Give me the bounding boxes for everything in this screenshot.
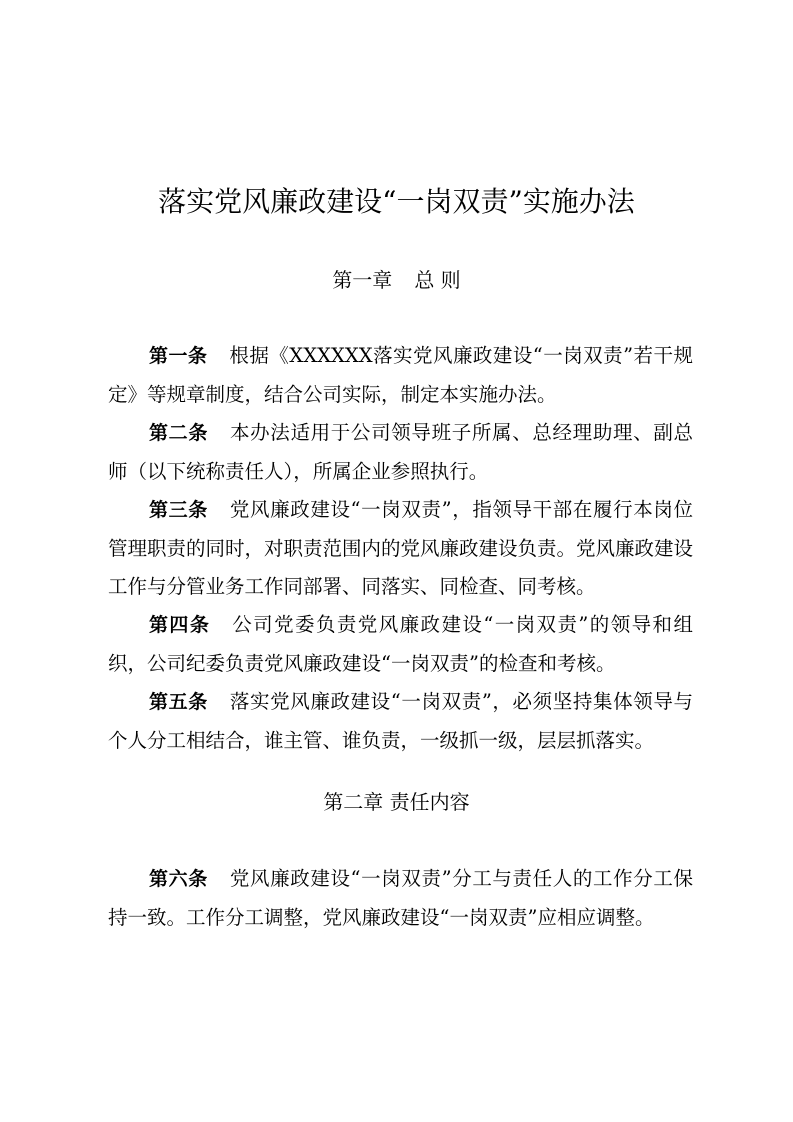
article-label: 第四条 [149, 614, 211, 636]
article-label: 第五条 [149, 691, 208, 713]
article-label: 第二条 [149, 422, 208, 444]
article-label: 第三条 [149, 499, 208, 521]
article-label: 第六条 [149, 868, 208, 890]
article-text: 党风廉政建设“一岗双责”分工与责任人的工作分工保持一致。工作分工调整，党风廉政建设“一岗双责”应相应调整。 [108, 867, 693, 929]
article-3 [108, 491, 693, 607]
article-text: 公司党委负责党风廉政建设“一岗双责”的领导和组织，公司纪委负责党风廉政建设“一岗双责”的检查和考核。 [108, 613, 693, 675]
article-text: 根据《XXXXXX落实党风廉政建设“一岗双责”若干规定》等规章制度，结合公司实际，制定本实施办法。 [108, 344, 693, 406]
article-2 [108, 414, 693, 491]
chapter-name: 总 则 [414, 268, 461, 292]
chapter-heading-1 [0, 265, 793, 295]
article-label: 第一条 [149, 345, 208, 367]
article-5 [108, 683, 693, 760]
article-4 [108, 606, 693, 683]
article-text: 本办法适用于公司领导班子所属、总经理助理、副总师（以下统称责任人），所属企业参照执行。 [108, 421, 693, 483]
document-title: 落实党风廉政建设“一岗双责”实施办法 [158, 185, 635, 218]
chapter-heading-2: 第二章 责任内容 [323, 790, 470, 814]
chapter-number: 第一章 [332, 268, 393, 292]
article-text: 落实党风廉政建设“一岗双责”，必须坚持集体领导与个人分工相结合，谁主管、谁负责，一级抓一级，层层抓落实。 [108, 690, 693, 752]
article-1 [108, 337, 693, 414]
article-text: 党风廉政建设“一岗双责”，指领导干部在履行本岗位管理职责的同时，对职责范围内的党风廉政建设负责。党风廉政建设工作与分管业务工作同部署、同落实、同检查、同考核。 [108, 498, 694, 598]
article-6 [108, 860, 693, 937]
